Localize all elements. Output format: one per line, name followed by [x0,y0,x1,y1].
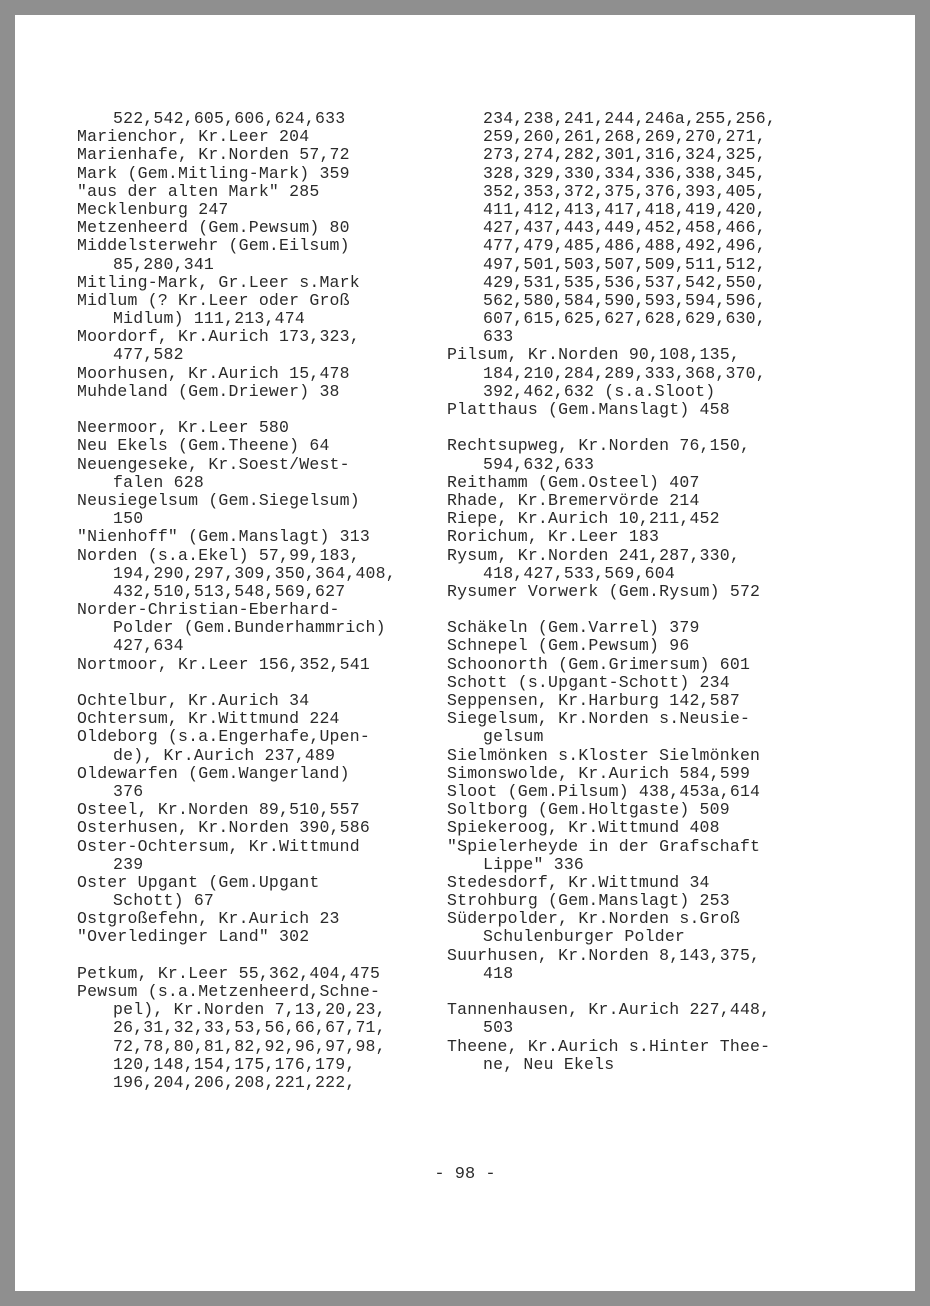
index-entry: Moorhusen, Kr.Aurich 15,478 [77,363,350,383]
index-entry: Spiekeroog, Kr.Wittmund 408 [447,818,720,838]
index-entry: "aus der alten Mark" 285 [77,181,320,201]
section-gap [77,401,457,419]
index-entry-continuation: 85,280,341 [113,254,215,274]
index-entry-continuation: 376 [113,781,144,801]
index-entry-continuation: 259,260,261,268,269,270,271, [483,127,766,147]
index-entry-continuation: 72,78,80,81,82,92,96,97,98, [113,1036,386,1056]
index-entry: Riepe, Kr.Aurich 10,211,452 [447,509,720,529]
index-entry-continuation: 429,531,535,536,537,542,550, [483,272,766,292]
index-entry-continuation: Lippe" 336 [483,854,585,874]
section-gap [447,983,887,1001]
index-entry: Mitling-Mark, Gr.Leer s.Mark [77,272,360,292]
index-entry-continuation: 26,31,32,33,53,56,66,67,71, [113,1018,386,1038]
index-entry-continuation: 594,632,633 [483,454,595,474]
index-entry-continuation: 328,329,330,334,336,338,345, [483,163,766,183]
index-entry: Seppensen, Kr.Harburg 142,587 [447,691,740,710]
index-entry-continuation: 418,427,533,569,604 [483,563,675,583]
index-entry: Norden (s.a.Ekel) 57,99,183, [77,545,360,565]
index-entry-continuation: 633 [483,327,514,347]
index-entry-continuation: 194,290,297,309,350,364,408, [113,563,396,583]
index-entry-continuation: 562,580,584,590,593,594,596, [483,290,766,310]
index-entry-continuation: 239 [113,854,144,874]
index-entry-continuation: 432,510,513,548,569,627 [113,581,346,601]
index-entry: Osteel, Kr.Norden 89,510,557 [77,800,360,820]
index-entry: Rorichum, Kr.Leer 183 [447,527,660,547]
index-entry: Strohburg (Gem.Manslagt) 253 [447,891,730,911]
index-entry: Reithamm (Gem.Osteel) 407 [447,472,700,492]
index-column-left [77,110,457,1092]
index-entry: Sloot (Gem.Pilsum) 438,453a,614 [447,781,761,801]
index-entry: Osterhusen, Kr.Norden 390,586 [77,818,370,838]
index-entry: Ochtelbur, Kr.Aurich 34 [77,691,310,710]
index-entry: Oldeborg (s.a.Engerhafe,Upen- [77,727,370,747]
index-entry: Marienchor, Kr.Leer 204 [77,127,310,147]
index-entry: Sielmönken s.Kloster Sielmönken [447,745,761,765]
index-entry: Marienhafe, Kr.Norden 57,72 [77,145,350,165]
index-entry: Rysum, Kr.Norden 241,287,330, [447,545,740,565]
index-entry: Norder-Christian-Eberhard- [77,600,340,620]
index-entry: Moordorf, Kr.Aurich 173,323, [77,327,360,347]
index-entry-continuation: 184,210,284,289,333,368,370, [483,363,766,383]
index-entry: Neusiegelsum (Gem.Siegelsum) [77,490,360,510]
index-entry-continuation: falen 628 [113,472,204,492]
index-entry: Simonswolde, Kr.Aurich 584,599 [447,763,751,783]
page-number: - 98 - [434,1165,496,1184]
index-entry-continuation: de), Kr.Aurich 237,489 [113,745,336,765]
index-entry-continuation: 497,501,503,507,509,511,512, [483,254,766,274]
index-entry-continuation: 273,274,282,301,316,324,325, [483,145,766,165]
index-entry-continuation: Schott) 67 [113,891,215,911]
index-entry: Ochtersum, Kr.Wittmund 224 [77,709,340,729]
index-entry-continuation: Schulenburger Polder [483,927,686,947]
index-entry-continuation: 392,462,632 (s.a.Sloot) [483,381,716,401]
index-entry: Ostgroßefehn, Kr.Aurich 23 [77,909,340,929]
index-entry: Mark (Gem.Mitling-Mark) 359 [77,163,350,183]
index-entry-continuation: 234,238,241,244,246a,255,256, [483,109,776,128]
index-entry: Platthaus (Gem.Manslagt) 458 [447,400,730,419]
index-entry-continuation: 477,479,485,486,488,492,496, [483,236,766,256]
index-entry-continuation: 418 [483,963,514,983]
index-entry: Soltborg (Gem.Holtgaste) 509 [447,800,730,820]
index-entry-continuation: 427,437,443,449,452,458,466, [483,218,766,238]
index-entry: Pilsum, Kr.Norden 90,108,135, [447,345,740,365]
index-entry-continuation: 150 [113,509,144,529]
index-entry: Neermoor, Kr.Leer 580 [77,418,290,438]
index-entry: Rysumer Vorwerk (Gem.Rysum) 572 [447,581,761,601]
index-entry: Muhdeland (Gem.Driewer) 38 [77,381,340,401]
section-gap [77,947,457,965]
index-entry-continuation: 120,148,154,175,176,179, [113,1054,356,1074]
index-entry: Schäkeln (Gem.Varrel) 379 [447,618,700,638]
index-entry: Siegelsum, Kr.Norden s.Neusie- [447,709,751,729]
index-entry: Midlum (? Kr.Leer oder Groß [77,290,350,310]
index-entry: Suurhusen, Kr.Norden 8,143,375, [447,945,761,965]
index-entry: Süderpolder, Kr.Norden s.Groß [447,909,740,929]
section-gap [77,674,457,692]
index-entry: Theene, Kr.Aurich s.Hinter Thee- [447,1036,771,1056]
index-entry: Stedesdorf, Kr.Wittmund 34 [447,872,710,892]
index-entry: Pewsum (s.a.Metzenheerd,Schne- [77,982,381,1001]
index-entry: Schott (s.Upgant-Schott) 234 [447,672,730,692]
index-entry-continuation: 352,353,372,375,376,393,405, [483,181,766,201]
index-entry-continuation: 477,582 [113,345,184,365]
index-entry: Rhade, Kr.Bremervörde 214 [447,490,700,510]
index-entry: Oster-Ochtersum, Kr.Wittmund [77,836,360,856]
index-entry: "Spielerheyde in der Grafschaft [447,836,761,856]
index-entry: Petkum, Kr.Leer 55,362,404,475 [77,963,381,983]
index-entry: Neuengeseke, Kr.Soest/West- [77,454,350,474]
index-entry-continuation: 411,412,413,417,418,419,420, [483,199,766,219]
index-entry-continuation: pel), Kr.Norden 7,13,20,23, [113,1000,386,1020]
index-entry-continuation: ne, Neu Ekels [483,1054,615,1074]
index-entry-continuation: 522,542,605,606,624,633 [113,109,346,128]
index-entry: Nortmoor, Kr.Leer 156,352,541 [77,654,370,674]
index-entry-continuation: Polder (Gem.Bunderhammrich) [113,618,386,638]
index-entry: "Nienhoff" (Gem.Manslagt) 313 [77,527,370,547]
index-entry: Metzenheerd (Gem.Pewsum) 80 [77,218,350,238]
index-entry: "Overledinger Land" 302 [77,927,310,947]
index-entry-continuation: 607,615,625,627,628,629,630, [483,309,766,329]
index-entry-continuation: gelsum [483,727,544,747]
index-entry-continuation: 503 [483,1018,514,1038]
index-entry: Schoonorth (Gem.Grimersum) 601 [447,654,751,674]
index-entry: Rechtsupweg, Kr.Norden 76,150, [447,436,751,456]
section-gap [447,601,887,619]
section-gap [447,419,887,437]
index-entry: Mecklenburg 247 [77,199,229,219]
index-entry: Tannenhausen, Kr.Aurich 227,448, [447,1000,771,1020]
index-entry: Schnepel (Gem.Pewsum) 96 [447,636,690,656]
index-entry-continuation: 196,204,206,208,221,222, [113,1072,356,1092]
index-entry-continuation: Midlum) 111,213,474 [113,309,305,329]
index-entry: Middelsterwehr (Gem.Eilsum) [77,236,350,256]
index-entry: Oster Upgant (Gem.Upgant [77,872,320,892]
index-entry: Neu Ekels (Gem.Theene) 64 [77,436,330,456]
index-entry-continuation: 427,634 [113,636,184,656]
document-page [15,15,915,1291]
index-entry: Oldewarfen (Gem.Wangerland) [77,763,350,783]
index-column-right [447,110,887,1074]
